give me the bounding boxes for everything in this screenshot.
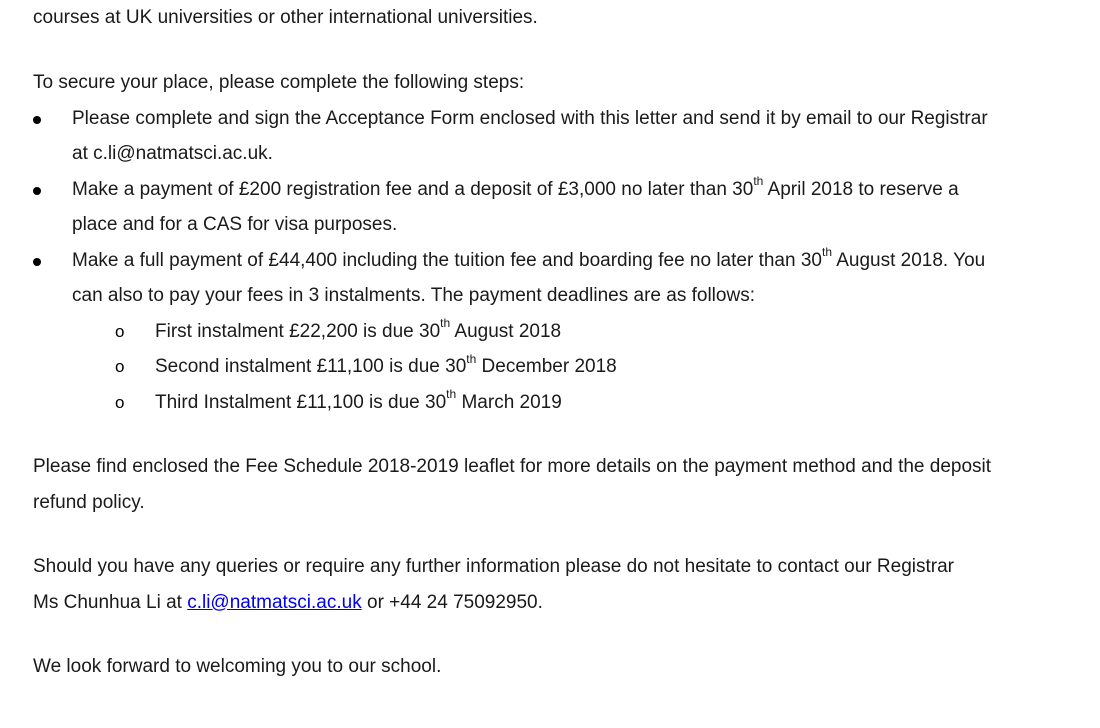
bullet-icon [33,187,41,195]
step-list-item: Please complete and sign the Acceptance Form enclosed with this letter and send it by email to our Registrar at c.li@natmatsci.ac.uk. [33,101,1095,172]
registrar-email-link[interactable]: c.li@natmatsci.ac.uk [187,591,362,613]
instalment-item: o Third Instalment £11,100 is due 30th March 2019 [33,385,1095,421]
circle-bullet-icon: o [115,321,125,341]
fee-schedule-paragraph: Please find enclosed the Fee Schedule 2018-2019 leaflet for more details on the payment method and the deposit [33,456,992,477]
queries-paragraph: Should you have any queries or require any further information please do not hesitate to contact our Registrar [33,556,954,577]
bullet-icon [33,258,41,266]
circle-bullet-icon: o [115,392,125,412]
queries-paragraph-cont: Ms Chunhua Li at c.li@natmatsci.ac.uk or +44 24 75092950. [33,591,543,613]
steps-intro: To secure your place, please complete the following steps: [33,72,525,93]
circle-bullet-icon: o [115,357,125,376]
bullet-icon [33,116,41,124]
instalment-item: o First instalment £22,200 is due 30th August 2018 [33,314,1095,350]
step-list-item: Make a full payment of £44,400 including the tuition fee and boarding fee no later than 30th August 2018. You can also to pay your fees in 3 instalments. The payment deadlines are as follows: [33,243,1095,314]
step-list-item: Make a payment of £200 registration fee and a deposit of £3,000 no later than 30th April 2018 to reserve a place and for a CAS for visa purposes. [33,172,1095,243]
fee-schedule-paragraph-cont: refund policy. [33,491,145,513]
instalment-item: o Second instalment £11,100 is due 30th December 2018 [33,349,1095,385]
closing-line: We look forward to welcoming you to our school. [33,656,442,677]
letter-body [33,0,1095,685]
intro-paragraph-tail: courses at UK universities or other international universities. [33,7,538,28]
